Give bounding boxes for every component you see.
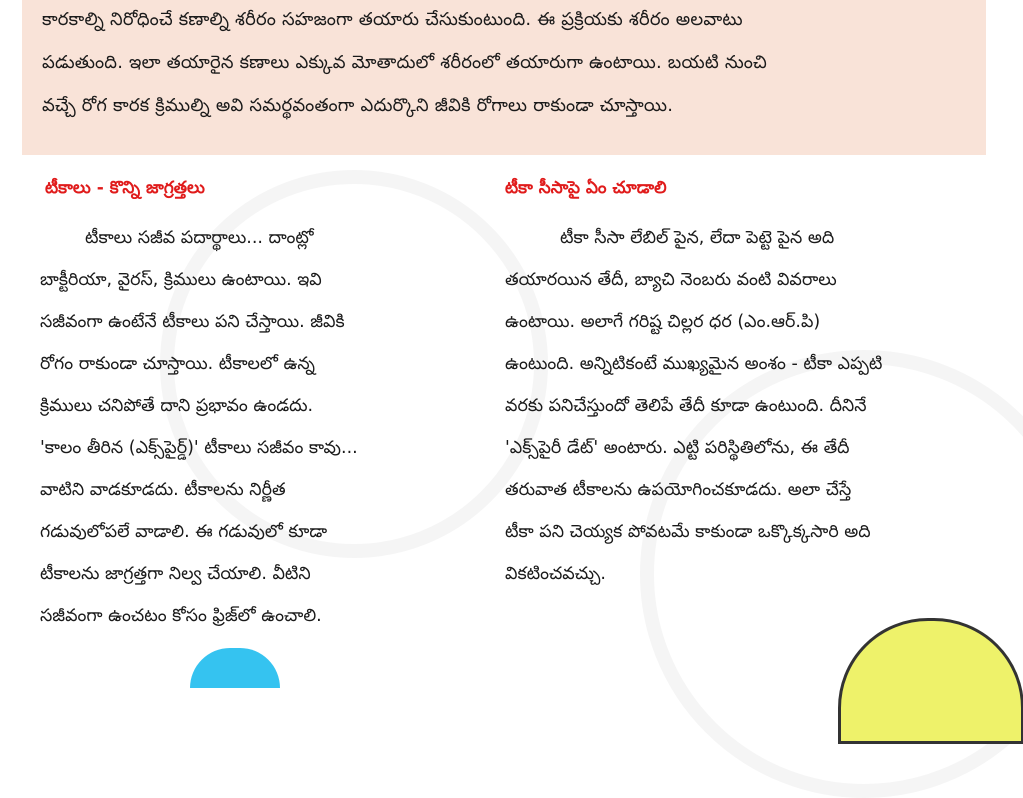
intro-line: వచ్చే రోగ కారక క్రిముల్ని అవి సమర్థవంతంగా ఎదుర్కొని జీవికి రోగాలు రాకుండా చూస్తాయి. bbox=[42, 95, 674, 116]
right-section-title: టీకా సీసాపై ఏం చూడాలి bbox=[505, 178, 667, 198]
intro-line: పడుతుంది. ఇలా తయారైన కణాలు ఎక్కువ మోతాదులో శరీరంలో తయారుగా ఉంటాయి. బయటి నుంచి bbox=[42, 52, 768, 73]
right-paragraph-line: తరువాత టీకాలను ఉపయోగించకూడదు. అలా చేస్తే bbox=[505, 480, 852, 500]
right-paragraph-line: తయారయిన తేదీ, బ్యాచి నెంబరు వంటి వివరాలు bbox=[505, 270, 837, 290]
left-paragraph-line: టీకాలు సజీవ పదార్థాలు... దాంట్లో bbox=[85, 228, 314, 248]
left-paragraph-line: రోగం రాకుండా చూస్తాయి. టీకాలలో ఉన్న bbox=[40, 354, 315, 374]
left-paragraph-line: బాక్టీరియా, వైరస్, క్రిములు ఉంటాయి. ఇవి bbox=[40, 270, 322, 290]
right-paragraph-line: వికటించవచ్చు. bbox=[505, 564, 606, 584]
right-paragraph-line: టీకా పని చెయ్యక పోవటమే కాకుండా ఒక్కొక్కసారి అది bbox=[505, 522, 871, 542]
right-paragraph-line: 'ఎక్స్‌పైరీ డేట్' అంటారు. ఎట్టి పరిస్థితిలోను, ఈ తేదీ bbox=[505, 438, 850, 458]
right-paragraph-line: ఉంటుంది. అన్నిటికంటే ముఖ్యమైన అంశం - టీకా ఎప్పటి bbox=[505, 354, 883, 374]
left-section-title: టీకాలు - కొన్ని జాగ్రత్తలు bbox=[45, 178, 205, 198]
left-paragraph-line: వాటిని వాడకూడదు. టీకాలను నిర్ణీత bbox=[40, 480, 286, 500]
decorative-blue-shape bbox=[190, 648, 280, 688]
left-paragraph-line: టీకాలను జాగ్రత్తగా నిల్వ చేయాలి. వీటిని bbox=[40, 564, 311, 584]
right-paragraph-line: ఉంటాయి. అలాగే గరిష్ట చిల్లర ధర (ఎం.ఆర్.పి) bbox=[505, 312, 821, 332]
right-paragraph-line: వరకు పనిచేస్తుందో తెలిపే తేదీ కూడా ఉంటుంది. దీనినే bbox=[505, 396, 867, 416]
intro-line: కారకాల్ని నిరోధించే కణాల్ని శరీరం సహజంగా తయారు చేసుకుంటుంది. ఈ ప్రక్రియకు శరీరం అలవాటు bbox=[42, 9, 743, 30]
right-paragraph-line: టీకా సీసా లేబిల్ పైన, లేదా పెట్టె పైన అది bbox=[560, 228, 835, 248]
left-paragraph-line: 'కాలం తీరిన (ఎక్స్‌పైర్డ్)' టీకాలు సజీవం కావు... bbox=[40, 438, 358, 458]
left-paragraph-line: సజీవంగా ఉంచటం కోసం ఫ్రిజ్‌లో ఉంచాలి. bbox=[40, 606, 322, 626]
left-paragraph-line: సజీవంగా ఉంటేనే టీకాలు పని చేస్తాయి. జీవికి bbox=[40, 312, 345, 332]
left-paragraph-line: గడువులోపలే వాడాలి. ఈ గడువులో కూడా bbox=[40, 522, 328, 542]
left-paragraph-line: క్రిములు చనిపోతే దాని ప్రభావం ఉండదు. bbox=[40, 396, 314, 416]
